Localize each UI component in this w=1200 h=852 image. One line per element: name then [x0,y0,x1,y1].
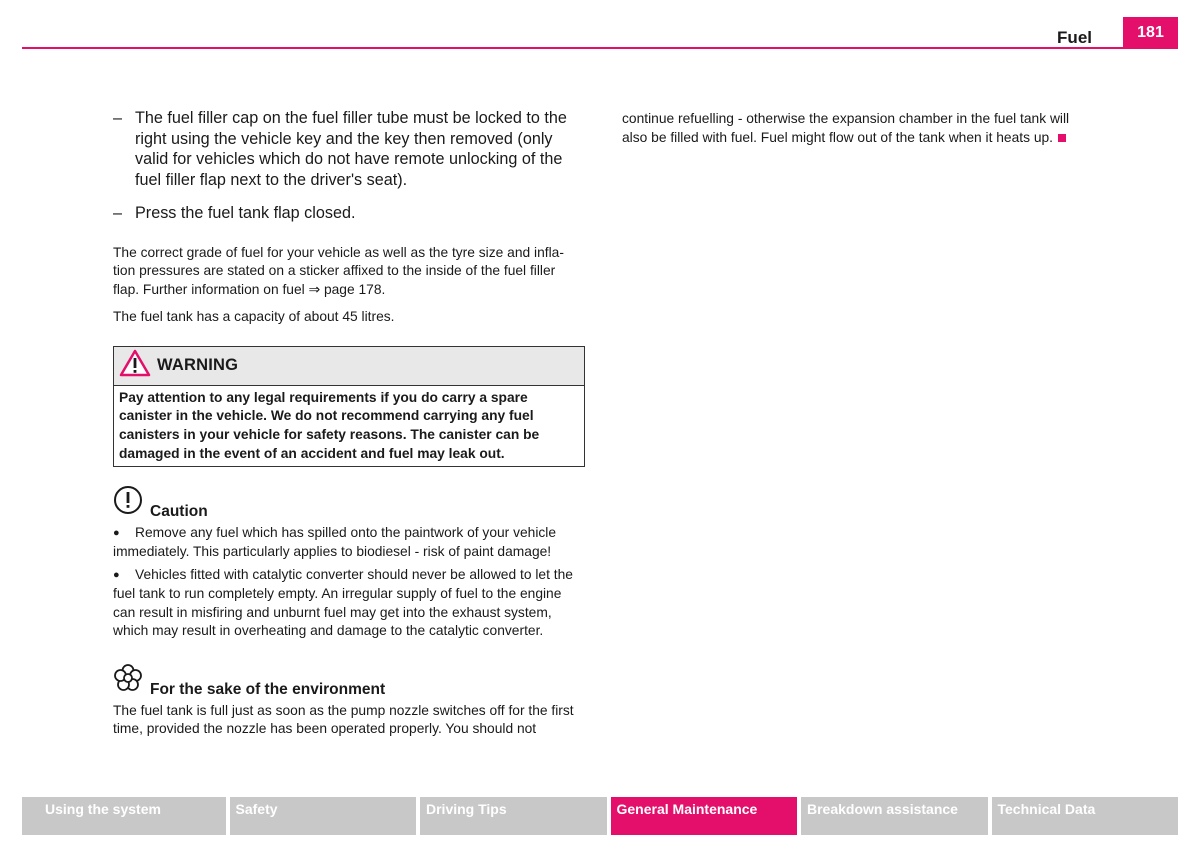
nav-tab-driving-tips[interactable]: Driving Tips [420,797,607,835]
flower-icon [113,663,143,698]
refuelling-text: continue refuelling - otherwise the expansion chamber in the fuel tank will also be filled with fuel. Fuel might flow out of the tank when it heats up. [622,111,1070,145]
nav-tab-breakdown-assistance[interactable]: Breakdown assistance [801,797,988,835]
dash-marker: – [113,204,123,222]
page-number: 181 [1123,17,1178,49]
tank-capacity-paragraph: The fuel tank has a capacity of about 45 litres. [113,309,395,325]
caution-bullet-text: Vehicles fitted with catalytic converter should never be allowed to let the fuel tank to run completely empty. An irregular supply of fuel to the engine can result in misfiring and unburnt fuel may get into the exhaust system, which may result in overheating and damage to the catalytic converter. [113,567,573,639]
nav-tab-using-the-system[interactable]: Using the system [22,797,226,835]
right-column [622,110,1096,147]
warning-title: WARNING [157,356,239,375]
refuelling-paragraph [622,110,1096,147]
fuel-grade-paragraph: The correct grade of fuel for your vehicle as well as the tyre size and infla-tion pressures are stated on a sticker affixed to the inside of the fuel filler flap. Further information on fuel ⇒ page 178. [113,244,564,297]
nav-tab-general-maintenance[interactable]: General Maintenance [611,797,798,835]
exclamation-circle-icon [113,485,143,520]
dash-item-text: Press the fuel tank flap closed. [135,204,356,222]
dash-list-item [113,203,585,224]
bullet-dot: ● [113,527,120,540]
caution-title: Caution [150,503,208,521]
caution-bullet [113,566,585,640]
dash-marker: – [113,109,123,127]
end-of-section-marker [1058,134,1066,142]
bullet-dot: ● [113,569,120,582]
warning-triangle-icon [119,349,151,382]
warning-header [114,347,584,386]
environment-title: For the sake of the environment [150,680,386,698]
chapter-nav [22,797,1178,835]
dash-list-item [113,108,585,190]
nav-tab-safety[interactable]: Safety [230,797,417,835]
environment-text: The fuel tank is full just as soon as the pump nozzle switches off for the first time, provided the nozzle has been operated properly. You should not [113,702,574,737]
left-column [113,108,585,748]
dash-item-text: The fuel filler cap on the fuel filler tube must be locked to the right using the vehicle key and the key then removed (only valid for vehicles which do not have remote unlocking of the fuel filler flap next to the driver's seat). [135,109,567,189]
environment-header [113,663,585,698]
caution-header [113,485,585,520]
warning-text: Pay attention to any legal requirements if you do carry a spare canister in the vehicle. We do not recommend carrying any fuel canisters in your vehicle for safety reasons. The canister can be damaged in the event of an accident and fuel may leak out. [119,389,540,461]
header-rule [22,47,1178,49]
warning-box [113,346,585,467]
caution-bullet [113,524,585,561]
nav-tab-technical-data[interactable]: Technical Data [992,797,1179,835]
caution-bullet-text: Remove any fuel which has spilled onto the paintwork of your vehicle immediately. This particularly applies to biodiesel - risk of paint damage! [113,525,557,559]
section-title: Fuel [1057,28,1092,47]
